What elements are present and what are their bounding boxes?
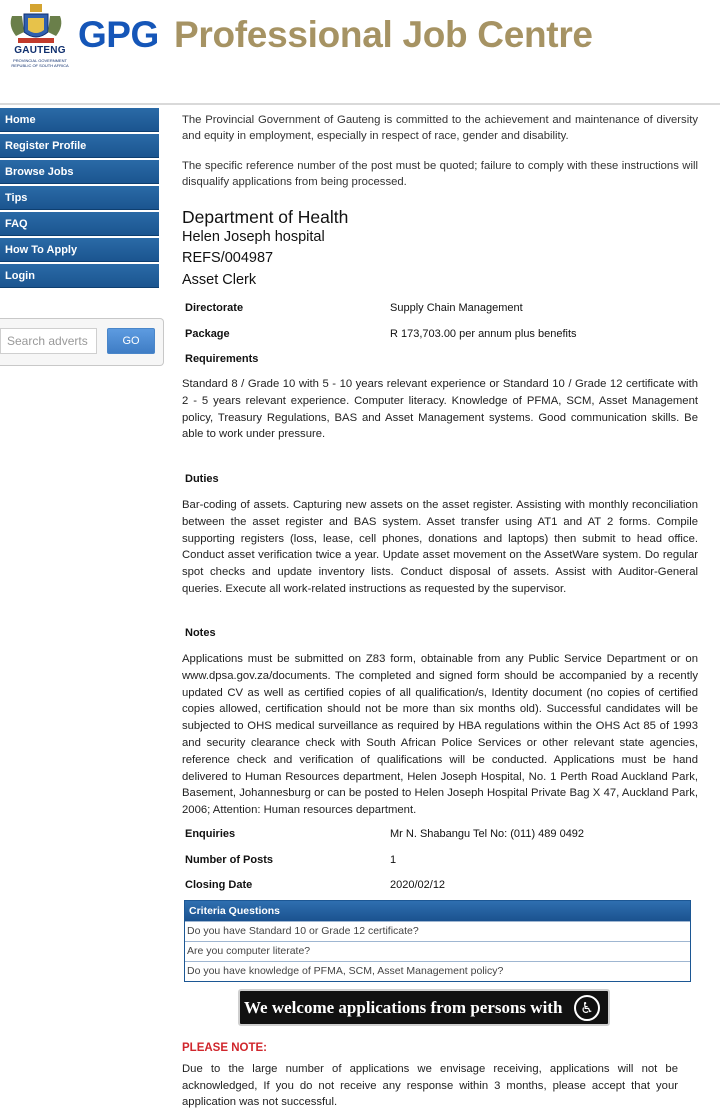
sidebar-item-tips[interactable]: Tips <box>0 186 159 210</box>
disabilities-banner <box>238 989 610 1050</box>
sidebar-item-home[interactable]: Home <box>0 108 159 132</box>
sidebar-item-how-to-apply[interactable]: How To Apply <box>0 238 159 262</box>
header-divider <box>0 103 720 105</box>
sidebar-item-register-profile[interactable]: Register Profile <box>0 134 159 158</box>
gauteng-logo[interactable] <box>4 2 68 74</box>
site-title: Professional Job Centre <box>174 14 593 55</box>
directorate-value: Supply Chain Management <box>390 302 523 314</box>
intro-paragraph-diversity: The Provincial Government of Gauteng is committed to the achievement and maintenance of diversity and equity in employment, especially in respect of race, gender and disability. <box>182 114 698 142</box>
banner-text: We welcome applications from persons with disAbilities <box>244 998 563 1050</box>
package-value: R 173,703.00 per annum plus benefits <box>390 328 577 340</box>
sidebar-item-login[interactable]: Login <box>0 264 159 288</box>
enquiries-value: Mr N. Shabangu Tel No: (011) 489 0492 <box>390 828 585 840</box>
coat-of-arms-icon <box>4 2 68 46</box>
logo-text: GAUTENG <box>14 45 66 56</box>
sidebar-item-faq[interactable]: FAQ <box>0 212 159 236</box>
enquiries-label: Enquiries <box>185 828 236 840</box>
criteria-header: Criteria Questions <box>185 901 690 921</box>
page-header <box>0 0 720 104</box>
notes-label: Notes <box>185 627 216 639</box>
number-of-posts-label: Number of Posts <box>185 854 274 866</box>
requirements-text: Standard 8 / Grade 10 with 5 - 10 years relevant experience or Standard 10 / Grade 12 certificate with 2 - 5 years relevant experience. Computer literacy. Knowledge of PFMA, SCM, Asset Management policy, Treasury Regulations, BAS and Asset Management systems. Good communication skills. Be able to work under pressure. <box>182 378 698 441</box>
intro-paragraph-reference: The specific reference number of the post must be quoted; failure to comply with these instructions will disqualify applications from being processed. <box>182 160 698 188</box>
number-of-posts-value: 1 <box>390 854 397 866</box>
hospital-name: Helen Joseph hospital <box>182 229 325 245</box>
logo-subtext: PROVINCIAL GOVERNMENT REPUBLIC OF SOUTH AFRICA <box>11 58 69 68</box>
sidebar-item-browse-jobs[interactable]: Browse Jobs <box>0 160 159 184</box>
closing-date-value: 2020/02/12 <box>390 879 446 891</box>
search-input[interactable]: Search adverts <box>0 328 97 354</box>
search-panel <box>0 318 164 366</box>
requirements-label: Requirements <box>185 353 259 365</box>
sidebar-nav <box>0 108 160 290</box>
duties-text: Bar-coding of assets. Capturing new assets on the asset register. Assisting with monthly reconciliation between the asset register and BAS system. Asset transfer using AT1 and AT 2 forms. Compile supporting registers (loss, lease, cell phones, donations and laptops) then submit to head office. Conduct asset verification twice a year. Update asset movement on the AssetWare system. Do regular spot checks and update inventory lists. Conduct disposal of assets. Assist with Auditor-General queries. Execute all work-related instructions as requested by the supervisor. <box>182 499 698 595</box>
site-title-brand: GPG <box>78 14 159 55</box>
reference-number: REFS/004987 <box>182 250 274 266</box>
job-title: Asset Clerk <box>182 272 257 288</box>
notes-text: Applications must be submitted on Z83 form, obtainable from any Public Service Department or on www.dpsa.gov.za/documents. The completed and signed form should be accompanied by a recently updated CV as well as certified copies of all qualification/s, Identity document (no copies of certified copies allowed, certification should not be more than six months old). Successful candidates will be subjected to OHS medical surveillance as required by HBA regulations within the OHS Act 85 of 1993 and security clearance check with South African Police Services or other relevant state agencies, reference check and verification of qualifications will be conducted. Applications must be hand delivered to Human Resources department, Helen Joseph Hospital, No. 1 Perth Road Auckland Park, Basement, Johannesburg or can be posted to Helen Joseph Hospital Private Bag X 47, Auckland Park, 2006; Attention: Human resources department. <box>182 653 698 817</box>
please-note-label: PLEASE NOTE: <box>182 1042 267 1054</box>
criteria-question: Are you computer literate? <box>185 941 690 961</box>
criteria-question: Do you have Standard 10 or Grade 12 certificate? <box>185 921 690 941</box>
package-label: Package <box>185 328 230 340</box>
duties-label: Duties <box>185 473 219 485</box>
wheelchair-icon: ♿ <box>574 995 600 1021</box>
search-go-button[interactable]: GO <box>107 328 155 354</box>
please-note-text: Due to the large number of applications we envisage receiving, applications will not be acknowledged, If you do not receive any response within 3 months, please accept that your application was not successful. <box>182 1063 678 1108</box>
closing-date-label: Closing Date <box>185 879 253 891</box>
directorate-label: Directorate <box>185 302 244 314</box>
criteria-questions-table <box>184 900 691 982</box>
criteria-question: Do you have knowledge of PFMA, SCM, Asset Management policy? <box>185 961 690 981</box>
department-heading: Department of Health <box>182 207 349 227</box>
